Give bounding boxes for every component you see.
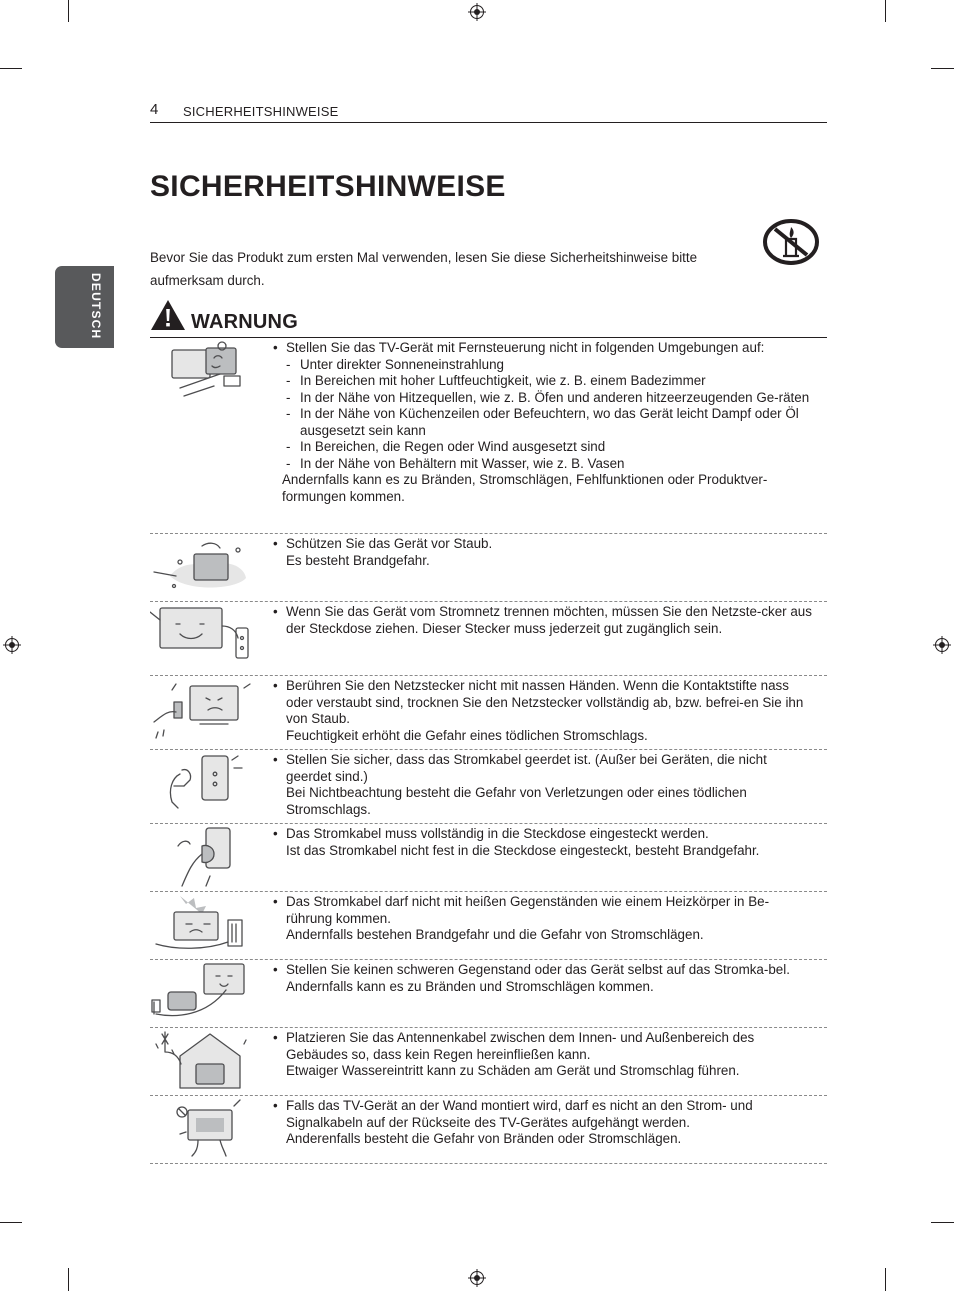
tv-unplug-illustration-icon	[150, 604, 260, 666]
plug-insert-illustration-icon	[150, 826, 260, 888]
safety-item	[150, 824, 827, 892]
item-sub-text: - In der Nähe von Behältern mit Wasser, wie z. B. Vasen	[272, 456, 812, 473]
safety-item	[150, 960, 827, 1028]
language-tab	[55, 266, 114, 348]
item-bullet-text: • Stellen Sie keinen schweren Gegenstand oder das Gerät selbst auf das Stromka-bel.	[272, 962, 812, 979]
item-bullet-text: • Das Stromkabel darf nicht mit heißen Gegenständen wie einem Heizkörper in Be-rührung kommen.	[272, 894, 812, 927]
safety-item	[150, 1096, 827, 1164]
intro-text: Bevor Sie das Produkt zum ersten Mal verwenden, lesen Sie diese Sicherheitshinweise bitte aufmerksam durch.	[150, 250, 698, 288]
crop-mark	[885, 1268, 886, 1291]
cable-heater-illustration-icon	[150, 894, 260, 956]
registration-mark-icon	[468, 3, 486, 21]
language-tab-label: DEUTSCH	[89, 273, 103, 340]
crop-mark	[0, 1222, 22, 1223]
item-detail-text: Bei Nichtbeachtung besteht die Gefahr von Verletzungen oder eines tödlichen Stromschlags.	[286, 785, 747, 817]
item-sub-text: - In der Nähe von Hitzequellen, wie z. B. Öfen und anderen hitzeerzeugenden Ge-räten	[272, 390, 812, 407]
item-detail-text: Etwaiger Wassereintritt kann zu Schäden am Gerät und Stromschlag führen.	[286, 1063, 740, 1078]
crop-mark	[885, 0, 886, 22]
safety-item	[150, 338, 827, 534]
item-bullet-text: • Berühren Sie den Netzstecker nicht mit nassen Händen. Wenn die Kontaktstifte nass oder verstaubt sind, trocknen Sie den Netzstecker vollständig ab, bzw. befrei-en Sie ihn von Staub.	[272, 678, 812, 728]
no-candle-prohibition-icon	[762, 218, 820, 266]
heavy-object-cable-illustration-icon	[150, 962, 260, 1024]
safety-item	[150, 602, 827, 676]
item-detail-text: Andernfalls kann es zu Bränden und Stromschlägen kommen.	[286, 978, 654, 994]
crop-mark	[931, 1222, 954, 1223]
item-bullet-text: • Wenn Sie das Gerät vom Stromnetz trennen möchten, müssen Sie den Netzste-cker aus der Steckdose ziehen. Dieser Stecker muss jederzeit gut zugänglich sein.	[272, 604, 812, 637]
item-bullet-text: • Stellen Sie das TV-Gerät mit Fernsteuerung nicht in folgenden Umgebungen auf:	[272, 340, 812, 357]
item-detail-text: Anderenfalls besteht die Gefahr von Bränden oder Stromschlägen.	[286, 1131, 682, 1146]
warning-triangle-icon	[150, 299, 186, 331]
safety-item	[150, 1028, 827, 1096]
item-detail-text: Es besteht Brandgefahr.	[286, 552, 430, 568]
running-title: SICHERHEITSHINWEISE	[183, 104, 339, 119]
item-closing-text: Andernfalls kann es zu Bränden, Stromschlägen, Fehlfunktionen oder Produktver-formungen kommen.	[282, 472, 768, 504]
item-bullet-text: • Stellen Sie sicher, dass das Stromkabel geerdet ist. (Außer bei Geräten, die nicht geerdet sind.)	[272, 752, 812, 785]
item-bullet-text: • Schützen Sie das Gerät vor Staub.	[272, 536, 812, 553]
crop-mark	[68, 0, 69, 22]
item-sub-text: - Unter direkter Sonneneinstrahlung	[272, 357, 812, 374]
registration-mark-icon	[468, 1269, 486, 1287]
safety-item	[150, 676, 827, 750]
item-detail-text: Andernfalls bestehen Brandgefahr und die Gefahr von Stromschlägen.	[286, 927, 704, 942]
item-detail-text: Ist das Stromkabel nicht fest in die Steckdose eingesteckt, besteht Brandgefahr.	[286, 842, 760, 858]
item-sub-text: - In der Nähe von Küchenzeilen oder Befeuchtern, wo das Gerät leicht Dampf oder Öl ausgesetzt sein kann	[272, 406, 812, 439]
crop-mark	[0, 68, 22, 69]
item-sub-text: - In Bereichen mit hoher Luftfeuchtigkeit, wie z. B. einem Badezimmer	[272, 373, 812, 390]
wall-mount-cables-illustration-icon	[150, 1098, 260, 1160]
crop-mark	[68, 1268, 69, 1291]
antenna-house-illustration-icon	[150, 1030, 260, 1092]
safety-item	[150, 534, 827, 602]
page-header	[150, 101, 827, 123]
page-title: SICHERHEITSHINWEISE	[150, 170, 506, 203]
item-bullet-text: • Das Stromkabel muss vollständig in die Steckdose eingesteckt werden.	[272, 826, 812, 843]
item-sub-text: - In Bereichen, die Regen oder Wind ausgesetzt sind	[272, 439, 812, 456]
grounded-outlet-illustration-icon	[150, 752, 260, 814]
page-number: 4	[150, 101, 159, 118]
warning-label: WARNUNG	[191, 311, 298, 333]
registration-mark-icon	[3, 636, 21, 654]
crop-mark	[931, 68, 954, 69]
wet-hands-plug-illustration-icon	[150, 678, 260, 740]
item-bullet-text: • Platzieren Sie das Antennenkabel zwischen dem Innen- und Außenbereich des Gebäudes so, dass kein Regen hereinfließen kann.	[272, 1030, 812, 1063]
tv-dust-illustration-icon	[150, 536, 260, 598]
registration-mark-icon	[933, 636, 951, 654]
safety-item	[150, 750, 827, 824]
item-bullet-text: • Falls das TV-Gerät an der Wand montiert wird, darf es nicht an den Strom- und Signalkabeln auf der Rückseite des TV-Gerätes aufgehängt werden.	[272, 1098, 812, 1131]
item-detail-text: Feuchtigkeit erhöht die Gefahr eines tödlichen Stromschlags.	[286, 727, 648, 743]
tv-sun-heat-illustration-icon	[150, 340, 260, 402]
safety-item	[150, 892, 827, 960]
